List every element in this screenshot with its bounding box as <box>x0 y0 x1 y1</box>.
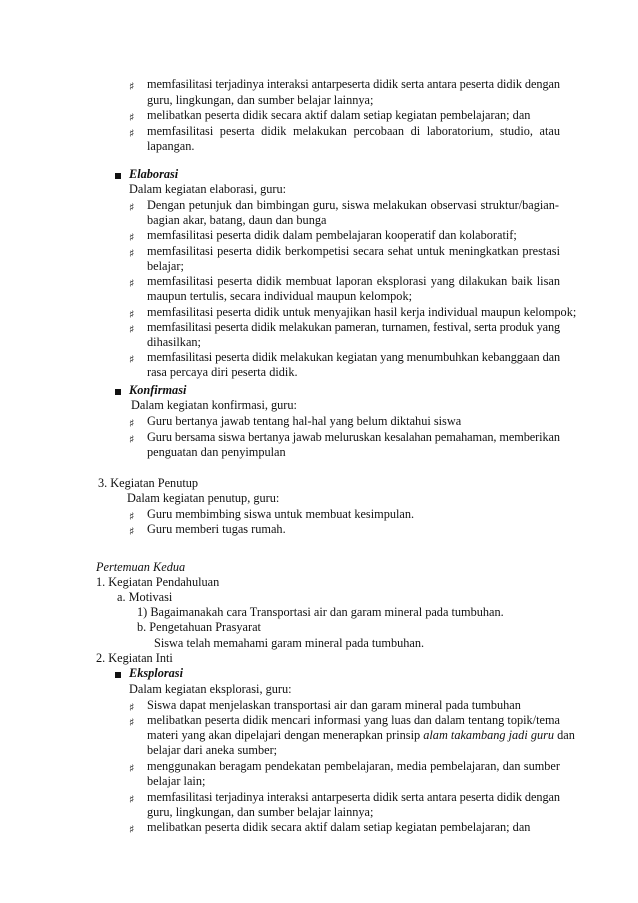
text-run: dan <box>554 728 575 742</box>
item-bullet-icon: ♯ <box>129 433 135 446</box>
item-bullet-icon: ♯ <box>129 231 135 244</box>
item-bullet-icon: ♯ <box>129 80 135 93</box>
section-heading-pendahuluan: 1. Kegiatan Pendahuluan <box>96 575 220 589</box>
paragraph-line: Guru bertanya jawab tentang hal-hal yang belum diktahui siswa <box>147 414 462 428</box>
paragraph-line: guru, lingkungan, dan sumber belajar lainnya; <box>147 805 374 819</box>
paragraph-line: melibatkan peserta didik mencari informasi yang luas dan dalam tentang topik/tema <box>147 713 560 727</box>
subsection-heading-prasyarat: b. Pengetahuan Prasyarat <box>137 620 261 634</box>
paragraph-line: memfasilitasi terjadinya interaksi antarpeserta didik serta antara peserta didik dengan <box>147 77 561 91</box>
paragraph-line: memfasilitasi terjadinya interaksi antarpeserta didik serta antara peserta didik dengan <box>147 790 561 804</box>
paragraph-line: lapangan. <box>147 139 195 153</box>
square-bullet-icon <box>115 389 121 395</box>
paragraph-line: Dengan petunjuk dan bimbingan guru, siswa melakukan observasi struktur/bagian- <box>147 198 560 212</box>
paragraph-line: Siswa telah memahami garam mineral pada tumbuhan. <box>154 636 425 650</box>
item-bullet-icon: ♯ <box>129 823 135 836</box>
square-bullet-icon <box>115 672 121 678</box>
section-heading-konfirmasi: Konfirmasi <box>129 383 187 397</box>
item-bullet-icon: ♯ <box>129 277 135 290</box>
section-heading-inti: 2. Kegiatan Inti <box>96 651 173 665</box>
paragraph-line: dihasilkan; <box>147 335 201 349</box>
item-bullet-icon: ♯ <box>129 417 135 430</box>
section-intro: Dalam kegiatan elaborasi, guru: <box>129 182 287 196</box>
paragraph-line: maupun tertulis, secara individual maupun kelompok; <box>147 289 413 303</box>
paragraph-line: memfasilitasi peserta didik melakukan pameran, turnamen, festival, serta produk yang <box>147 320 560 334</box>
section-heading-penutup: 3. Kegiatan Penutup <box>98 476 199 490</box>
italic-phrase: alam takambang jadi guru <box>423 728 555 742</box>
paragraph-line: Guru memberi tugas rumah. <box>147 522 286 536</box>
item-bullet-icon: ♯ <box>129 525 135 538</box>
paragraph-line: memfasilitasi peserta didik berkompetisi secara sehat untuk meningkatkan prestasi <box>147 244 560 258</box>
paragraph-line: melibatkan peserta didik secara aktif dalam setiap kegiatan pembelajaran; dan <box>147 108 531 122</box>
paragraph-line: memfasilitasi peserta didik melakukan kegiatan yang menumbuhkan kebanggaan dan <box>147 350 561 364</box>
section-heading-elaborasi: Elaborasi <box>129 167 179 181</box>
meeting-title: Pertemuan Kedua <box>96 560 186 574</box>
paragraph-line: memfasilitasi peserta didik untuk menyajikan hasil kerja individual maupun kelompok; <box>147 305 577 319</box>
item-bullet-icon: ♯ <box>129 353 135 366</box>
paragraph-line: melibatkan peserta didik secara aktif dalam setiap kegiatan pembelajaran; dan <box>147 820 531 834</box>
item-bullet-icon: ♯ <box>129 793 135 806</box>
paragraph-line <box>147 728 575 744</box>
item-bullet-icon: ♯ <box>129 111 135 124</box>
item-bullet-icon: ♯ <box>129 127 135 140</box>
paragraph-line: memfasilitasi peserta didik membuat laporan eksplorasi yang dilakukan baik lisan <box>147 274 560 288</box>
paragraph-line: menggunakan beragam pendekatan pembelajaran, media pembelajaran, dan sumber <box>147 759 560 773</box>
paragraph-line: belajar dari aneka sumber; <box>147 743 278 757</box>
paragraph-line: rasa percaya diri peserta didik. <box>147 365 298 379</box>
paragraph-line: memfasilitasi peserta didik melakukan percobaan di laboratorium, studio, atau <box>147 124 560 138</box>
paragraph-line: guru, lingkungan, dan sumber belajar lainnya; <box>147 93 374 107</box>
paragraph-line: Siswa dapat menjelaskan transportasi air dan garam mineral pada tumbuhan <box>147 698 521 712</box>
item-bullet-icon: ♯ <box>129 201 135 214</box>
item-bullet-icon: ♯ <box>129 247 135 260</box>
section-intro: Dalam kegiatan eksplorasi, guru: <box>129 682 292 696</box>
paragraph-line: Guru bersama siswa bertanya jawab meluruskan kesalahan pemahaman, memberikan <box>147 430 560 444</box>
item-bullet-icon: ♯ <box>129 510 135 523</box>
item-bullet-icon: ♯ <box>129 762 135 775</box>
section-heading-eksplorasi: Eksplorasi <box>129 666 183 680</box>
section-intro: Dalam kegiatan penutup, guru: <box>127 491 280 505</box>
paragraph-line: belajar lain; <box>147 774 206 788</box>
section-intro: Dalam kegiatan konfirmasi, guru: <box>131 398 297 412</box>
paragraph-line: penguatan dan penyimpulan <box>147 445 286 459</box>
paragraph-line: belajar; <box>147 259 184 273</box>
item-bullet-icon: ♯ <box>129 716 135 729</box>
paragraph-line: memfasilitasi peserta didik dalam pembelajaran kooperatif dan kolaboratif; <box>147 228 517 242</box>
paragraph-line: 1) Bagaimanakah cara Transportasi air dan garam mineral pada tumbuhan. <box>137 605 504 619</box>
item-bullet-icon: ♯ <box>129 323 135 336</box>
paragraph-line: Guru membimbing siswa untuk membuat kesimpulan. <box>147 507 415 521</box>
paragraph-line: bagian akar, batang, daun dan bunga <box>147 213 327 227</box>
text-run: materi yang akan dipelajari dengan menerapkan prinsip <box>147 728 424 742</box>
item-bullet-icon: ♯ <box>129 308 135 321</box>
subsection-heading-motivasi: a. Motivasi <box>117 590 173 604</box>
square-bullet-icon <box>115 173 121 179</box>
item-bullet-icon: ♯ <box>129 701 135 714</box>
